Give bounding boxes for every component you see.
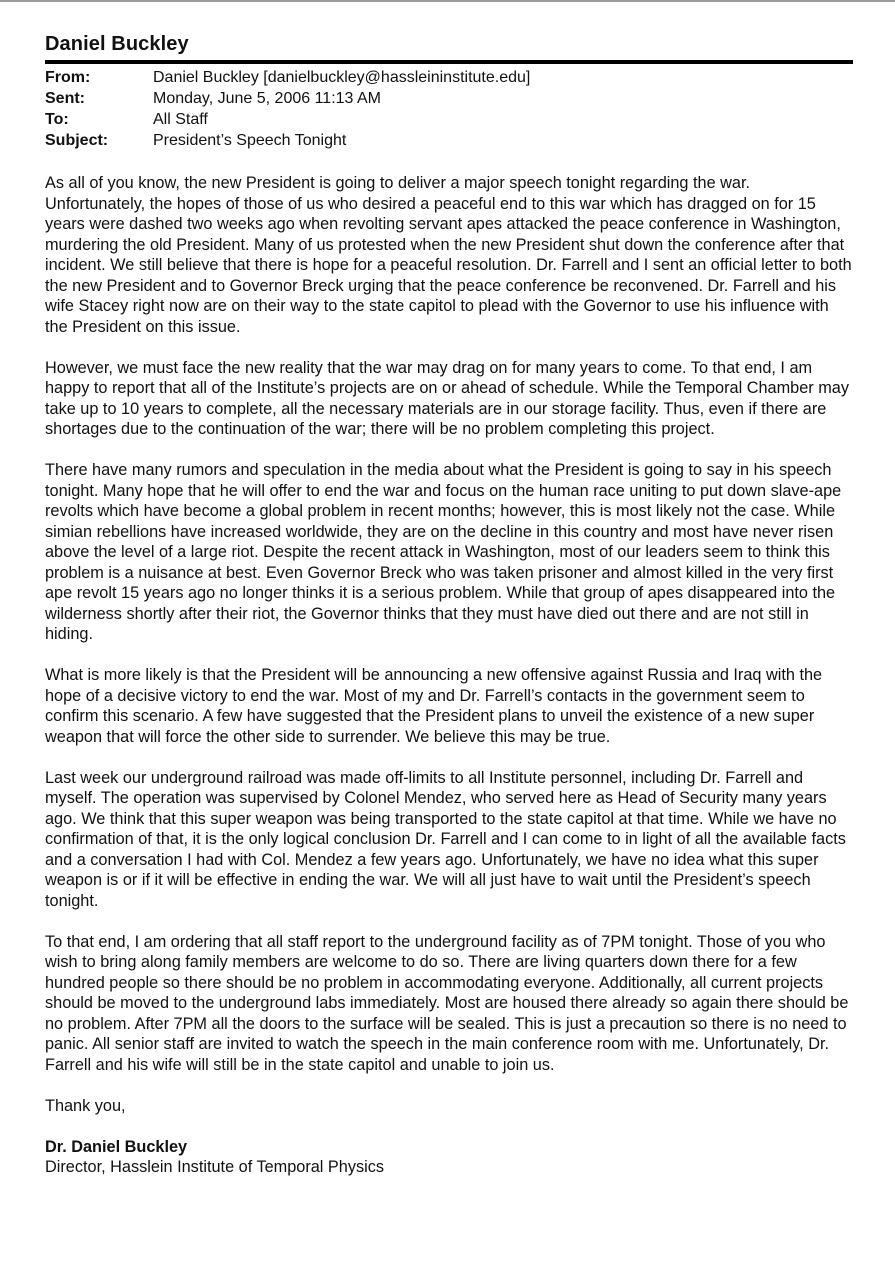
sent-value: Monday, June 5, 2006 11:13 AM: [153, 90, 382, 107]
body-paragraph: As all of you know, the new President is going to deliver a major speech tonight regarding the war. Unfortunately, the hopes of those of us who desired a peaceful end to this war which has dragged on for 15 years were dashed two weeks ago when revolting servant apes attacked the peace conference in Washington, murdering the old President. Many of us protested when the new President shut down the conference after that incident. We still believe that there is hope for a peaceful resolution. Dr. Farrell and I sent an official letter to both the new President and to Governor Breck urging that the peace conference be reconvened. Dr. Farrell and his wife Stacey right now are on their way to the state capitol to plead with the Governor to use his influence with the President on this issue.: [45, 174, 852, 336]
email-printout: [45, 31, 853, 1178]
signature-name: Dr. Daniel Buckley: [45, 1137, 188, 1156]
body-paragraph: What is more likely is that the President will be announcing a new offensive against Russia and Iraq with the hope of a decisive victory to end the war. Most of my and Dr. Farrell’s contacts in the government seem to confirm this scenario. A few have suggested that the President plans to unveil the existence of a new super weapon that will force the other side to surrender. We believe this may be true.: [45, 666, 823, 746]
header-row-sent: [45, 88, 853, 109]
header-row-to: [45, 109, 853, 130]
page-top-border: [0, 0, 895, 2]
header-row-from: [45, 67, 853, 88]
body-paragraph: Last week our underground railroad was made off-limits to all Institute personnel, including Dr. Farrell and myself. The operation was supervised by Colonel Mendez, who served here as Head of Security many years ago. We think that this super weapon was being transported to the state capitol at that time. While we have no confirmation of that, it is the only logical conclusion Dr. Farrell and I can come to in light of all the available facts and a conversation I had with Col. Mendez a few years ago. Unfortunately, we have no idea what this super weapon is or if it will be effective in ending the war. We will all just have to wait until the President’s speech tonight.: [45, 768, 846, 910]
subject-label: Subject:: [45, 132, 109, 149]
signature-title: Director, Hasslein Institute of Temporal Physics: [45, 1158, 385, 1176]
to-value: All Staff: [153, 111, 208, 128]
to-label: To:: [45, 111, 69, 128]
closing-line: Thank you,: [45, 1096, 126, 1115]
body-paragraph: There have many rumors and speculation in the media about what the President is going to say in his speech tonight. Many hope that he will offer to end the war and focus on the human race uniting to put down slave-ape revolts which have become a global problem in recent months; however, this is most likely not the case. While simian rebellions have increased worldwide, they are on the decline in this country and most have never risen above the level of a large riot. Despite the recent attack in Washington, most of our leaders seem to think this problem is a nuisance at best. Even Governor Breck who was taken prisoner and almost killed in the very first ape revolt 15 years ago no longer thinks it is a serious problem. While that group of apes disappeared into the wilderness shortly after their riot, the Governor thinks that they must have died out there and are not still in hiding.: [45, 461, 842, 643]
body-paragraph: To that end, I am ordering that all staff report to the underground facility as of 7PM tonight. Those of you who wish to bring along family members are welcome to do so. There are living quarters down there for a few hundred people so there should be no problem in accommodating everyone. Additionally, all current projects should be moved to the underground labs immediately. Most are housed there already so again there should be no problem. After 7PM all the doors to the surface will be sealed. This is just a precaution so there is no need to panic. All senior staff are invited to watch the speech in the main conference room with me. Unfortunately, Dr. Farrell and his wife will still be in the state capitol and unable to join us.: [45, 932, 849, 1074]
from-value: Daniel Buckley [danielbuckley@hassleininstitute.edu]: [153, 69, 531, 86]
from-label: From:: [45, 69, 91, 86]
email-headers: [45, 67, 853, 151]
email-body: [45, 173, 853, 1178]
sent-label: Sent:: [45, 90, 85, 107]
header-divider: [45, 60, 853, 64]
body-paragraph: However, we must face the new reality that the war may drag on for many years to come. To that end, I am happy to report that all of the Institute’s projects are on or ahead of schedule. While the Temporal Chamber may take up to 10 years to complete, all the necessary materials are in our storage facility. Thus, even if there are shortages due to the continuation of the war; there will be no problem completing this project.: [45, 358, 849, 438]
header-row-subject: [45, 130, 853, 151]
subject-value: President’s Speech Tonight: [153, 132, 347, 149]
sender-heading: Daniel Buckley: [45, 33, 189, 55]
